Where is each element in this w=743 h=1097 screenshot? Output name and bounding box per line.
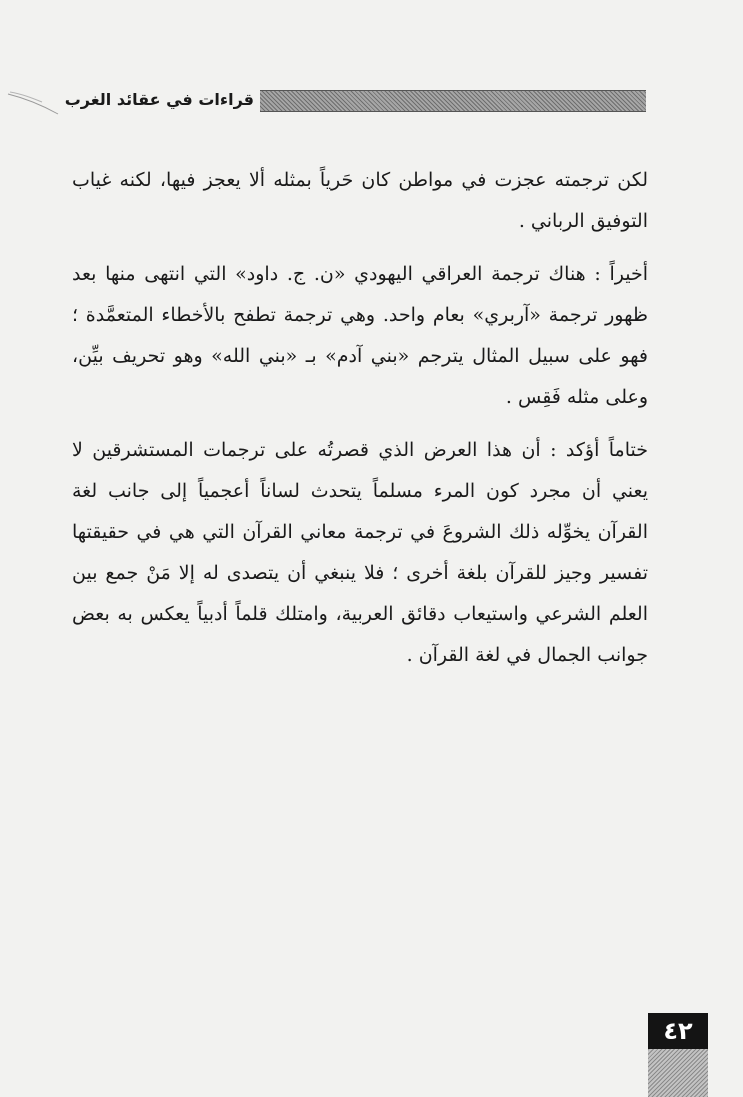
page-number: ٤٢ — [648, 1013, 708, 1049]
running-header — [64, 88, 646, 112]
paragraph: ختاماً أؤكد : أن هذا العرض الذي قصرتُه على ترجمات المستشرقين لا يعني أن مجرد كون المرء مسلماً يتحدث لساناً أعجمياً إلى جانب لغة القرآن يخوِّله ذلك الشروعَ في ترجمة معاني القرآن التي هي في حقيقتها تفسير وجيز للقرآن بلغة أخرى ؛ فلا ينبغي أن يتصدى له إلا مَنْ جمع بين العلم الشرعي واستيعاب دقائق العربية، وامتلك قلماً أدبياً يعكس به بعض جوانب الجمال في لغة القرآن . — [72, 439, 648, 666]
page-corner-mark — [6, 90, 61, 116]
running-header-title: قراءات في عقائد الغرب — [64, 90, 254, 109]
paragraph: أخيراً : هناك ترجمة العراقي اليهودي «ن. ج. داود» التي انتهى منها بعد ظهور ترجمة «آربري» بعام واحد. وهي ترجمة تطفح بالأخطاء المتعمَّدة ؛ فهو على سبيل المثال يترجم «بني آدم» بـ «بني الله» وهو تحريف بيِّن، وعلى مثله فَقِس . — [72, 263, 648, 408]
body-text — [72, 160, 648, 688]
running-header-bar — [260, 90, 646, 112]
paragraph: لكن ترجمته عجزت في مواطن كان حَرياً بمثله ألا يعجز فيها، لكنه غياب التوفيق الرباني . — [72, 169, 648, 232]
page-number-tab — [648, 1049, 708, 1097]
